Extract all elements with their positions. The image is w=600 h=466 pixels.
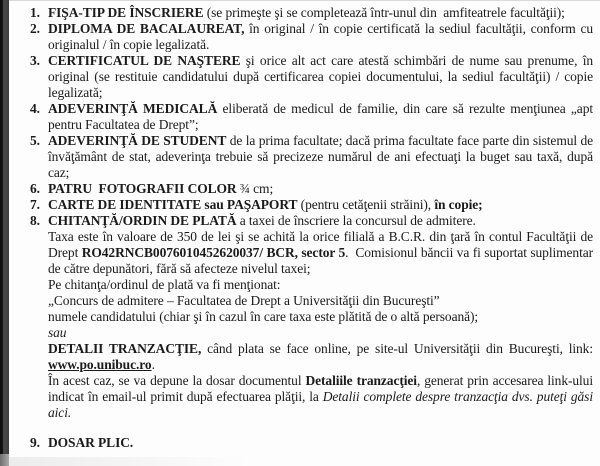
paragraph xyxy=(48,197,593,213)
paragraph xyxy=(48,435,593,451)
text-run: RO42RNCB0076010452620037/ BCR, sector 5 xyxy=(81,245,346,260)
text-run: FIŞA-TIP DE ÎNSCRIERE xyxy=(48,5,204,20)
item-number: 6. xyxy=(30,181,40,196)
text-run: DOSAR PLIC. xyxy=(48,435,134,450)
text-run: ADEVERINŢĂ MEDICALĂ xyxy=(48,101,218,116)
item-number: 3. xyxy=(30,53,40,68)
text-run: , generat prin accesarea link-ului indicat în email-ul primit după efectuarea plăţii, la xyxy=(48,373,593,404)
text-run: ADEVERINŢĂ DE STUDENT xyxy=(48,133,227,148)
list-item xyxy=(30,53,593,101)
list-item xyxy=(30,197,593,213)
list-item xyxy=(30,213,593,421)
paragraph xyxy=(48,21,593,53)
text-run: Detaliile tranzacţiei xyxy=(305,373,417,388)
list-item xyxy=(30,101,593,133)
item-number: 9. xyxy=(30,435,40,450)
item-number: 2. xyxy=(30,21,40,36)
text-run: (se primeşte şi se completează într-unul din amfiteatrele facultăţii); xyxy=(203,5,565,20)
paragraph xyxy=(48,53,593,101)
text-run: . xyxy=(151,357,155,372)
page-edge-shadow-bottom xyxy=(0,454,9,466)
item-number: 8. xyxy=(30,213,40,228)
paragraph xyxy=(48,373,593,421)
text-run: PATRU FOTOGRAFII COLOR xyxy=(48,181,237,196)
text-run: în copie; xyxy=(434,197,483,212)
text-run: . Comisionul băncii va fi suportat suplimentar de către depunători, fără să afecteze nivelul taxei; xyxy=(48,245,594,276)
paragraph xyxy=(48,325,593,341)
list-item xyxy=(30,133,593,181)
text-run: când plata se face online, pe site-ul Universităţii din Bucureşti, link: xyxy=(201,341,593,356)
text-run: a taxei de înscriere la concursul de admitere. xyxy=(236,213,476,228)
text-run: CERTIFICATUL DE NAŞTERE xyxy=(48,53,241,68)
text-run: sau xyxy=(48,325,67,340)
text-run: Detalii complete despre tranzacţia dvs. puteţi găsi aici. xyxy=(48,389,593,420)
text-run: ¾ cm; xyxy=(236,181,274,196)
paragraph xyxy=(48,293,593,309)
item-number: 7. xyxy=(30,197,40,212)
text-run: Taxa este în valoare de 350 de lei şi se achită la orice filială a B.C.R. din ţară în contul Facultăţii de Drept xyxy=(48,229,593,260)
paragraph xyxy=(48,181,593,197)
item-number: 1. xyxy=(30,5,40,20)
text-run: Pe chitanţa/ordinul de plată va fi menţionat: xyxy=(48,277,281,292)
list-item xyxy=(30,5,593,21)
text-run: În acest caz, se va depune la dosar documentul xyxy=(48,373,306,388)
text-run: CARTE DE IDENTITATE sau PAŞAPORT xyxy=(48,197,298,212)
item-number: 5. xyxy=(30,133,40,148)
paragraph xyxy=(48,5,593,21)
text-run: în original / în copie certificată la sediul facultăţii, conform cu originalul / în copie legalizată. xyxy=(48,21,593,52)
item-number: 4. xyxy=(30,101,40,116)
paragraph xyxy=(48,213,593,229)
bottom-scan-shade xyxy=(9,457,289,466)
text-run: CHITANŢĂ/ORDIN DE PLATĂ xyxy=(48,213,237,228)
text-run: (pentru cetăţenii străini), xyxy=(297,197,435,212)
list-item xyxy=(30,21,593,53)
text-run: DIPLOMA DE BACALAUREAT, xyxy=(48,21,245,36)
link-text: www.po.unibuc.ro xyxy=(48,357,152,372)
text-run: „Concurs de admitere – Facultatea de Drept a Universităţii din Bucureşti” xyxy=(48,293,440,308)
text-run: numele candidatului (chiar şi în cazul în care taxa este plătită de o altă persoană); xyxy=(48,309,479,324)
paragraph xyxy=(48,309,593,325)
text-run: eliberată de medicul de familie, din care să rezulte menţiunea „apt pentru Facultatea de Drept”; xyxy=(48,101,593,132)
paragraph xyxy=(48,277,593,293)
text-run: şi orice alt act care atestă schimbări de nume sau prenume, în original (se restituie candidatului după certificarea copiei documentului, la sediul facultăţii) / copie legalizată; xyxy=(48,53,593,100)
text-run: DETALII TRANZACŢIE, xyxy=(48,341,202,356)
paragraph xyxy=(48,341,593,373)
paragraph xyxy=(48,133,593,181)
paragraph xyxy=(48,101,593,133)
text-run: de la prima facultate; dacă prima facultate face parte din sistemul de învăţământ de stat, adeverinţa trebuie să precizeze numărul de ani efectuaţi la buget sau taxă, după caz; xyxy=(48,133,594,180)
paragraph xyxy=(48,229,593,277)
document-list xyxy=(30,5,593,451)
list-item xyxy=(30,181,593,197)
list-item xyxy=(30,435,593,451)
